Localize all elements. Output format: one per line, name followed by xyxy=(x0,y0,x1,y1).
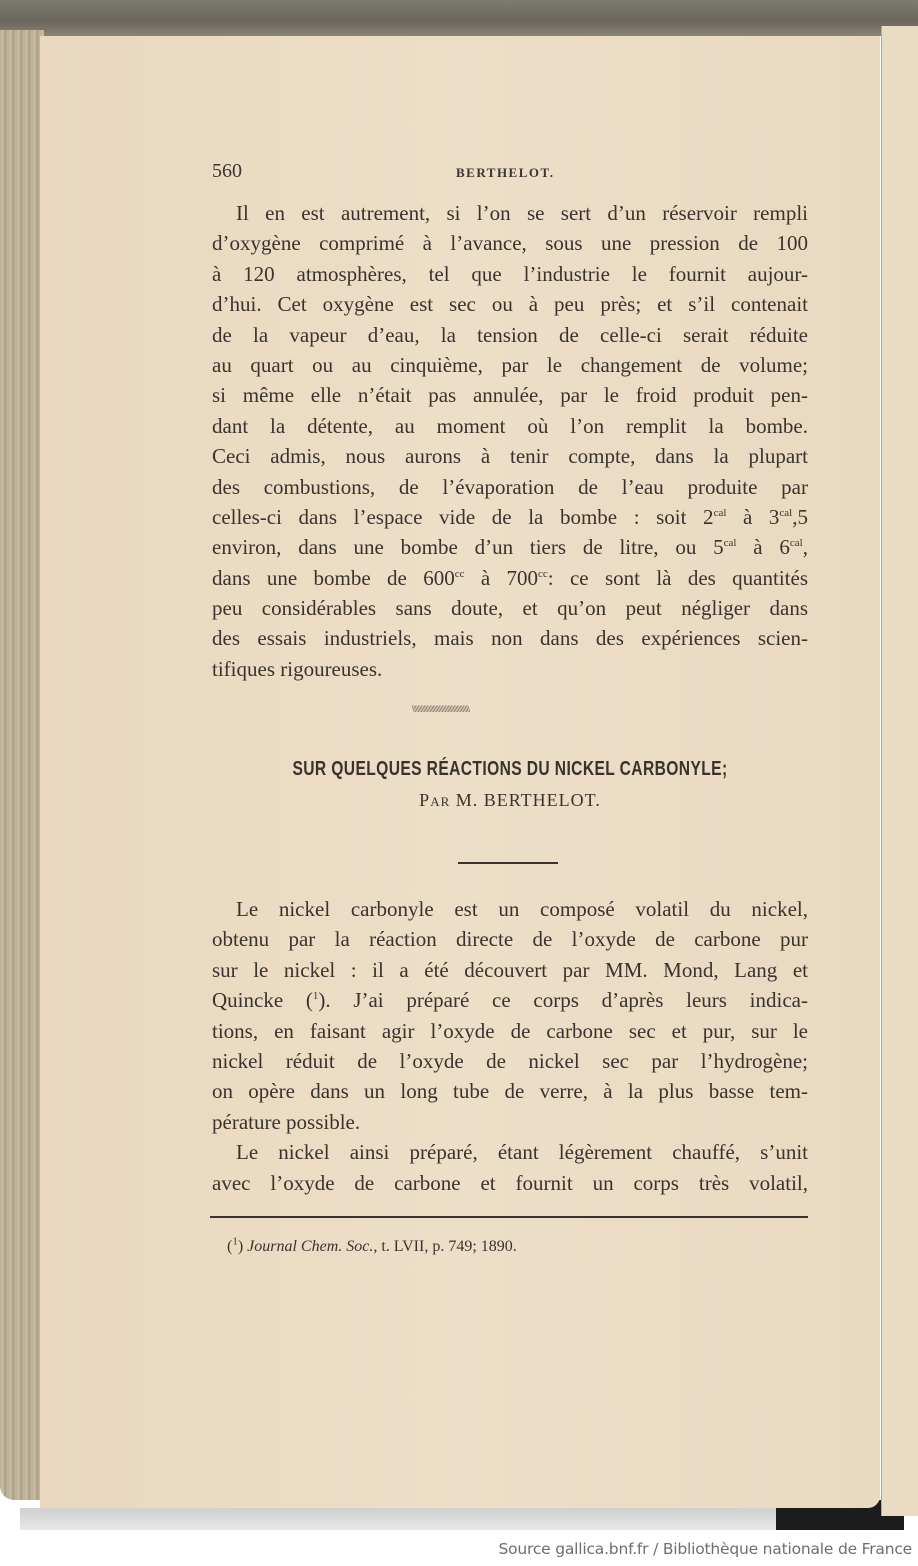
section-ornament: \\\\\\\\\\\\\\\\\\\\\\\\\\\\\\\\\\\\\\ xyxy=(412,704,470,714)
footnote-rule xyxy=(210,1216,808,1218)
superscript: cal xyxy=(723,537,737,550)
text-line xyxy=(212,985,808,1015)
text-line: si même elle n’était pas annulée, par le froid produit pen- xyxy=(212,383,808,408)
footnote-journal: Journal Chem. Soc. xyxy=(247,1238,374,1255)
book-shadow xyxy=(20,1508,880,1530)
text-line: Il en est autrement, si l’on se sert d’un réservoir rempli xyxy=(236,201,808,225)
text-segment: ). J’ai préparé ce corps d’après leurs indica- xyxy=(318,988,808,1013)
book-top-edge xyxy=(0,0,918,36)
superscript: cc xyxy=(538,567,548,580)
footnote-number: 1 xyxy=(232,1235,238,1248)
footnote-marker-open: ( xyxy=(227,1238,233,1255)
author-name: M. BERTHELOT. xyxy=(450,790,601,810)
text-line: d’hui. Cet oxygène est sec ou à peu près; et s’il contenait xyxy=(212,292,808,317)
text-line: nickel réduit de l’oxyde de nickel sec par l’hydrogène; xyxy=(212,1048,808,1073)
footnote-marker-close: ) xyxy=(237,1238,248,1255)
running-title: BERTHELOT. xyxy=(456,165,555,180)
text-line: on opère dans un long tube de verre, à la plus basse tem- xyxy=(212,1079,808,1104)
text-line: sur le nickel : il a été découvert par MM. Mond, Lang et xyxy=(212,957,808,982)
paragraph-2 xyxy=(212,894,808,1198)
text-line: Ceci admis, nous aurons à tenir compte, dans la plupart xyxy=(212,444,808,469)
paragraph-1 xyxy=(212,198,808,684)
text-segment: celles-ci dans l’espace vide de la bombe : soit 2 xyxy=(212,504,714,529)
footnote xyxy=(227,1235,517,1256)
author-prefix-initial: P xyxy=(419,790,431,810)
text-line: Le nickel carbonyle est un composé volatil du nickel, xyxy=(236,897,808,921)
running-header xyxy=(212,160,808,186)
superscript: cc xyxy=(454,567,465,580)
title-rule xyxy=(458,862,558,864)
text-line xyxy=(212,563,808,593)
text-segment: , xyxy=(802,535,808,560)
text-line: tifiques rigoureuses. xyxy=(212,656,383,681)
text-segment: dans une bombe de 600 xyxy=(212,565,455,590)
superscript: cal xyxy=(779,506,793,519)
text-line: des essais industriels, mais non dans des expériences scien- xyxy=(212,626,808,651)
text-line xyxy=(212,532,808,562)
footnote-citation: , t. LVII, p. 749; 1890. xyxy=(373,1238,517,1255)
footnote-reference: 1 xyxy=(312,990,319,1003)
page-stack-edge xyxy=(0,30,44,1500)
text-line: tions, en faisant agir l’oxyde de carbone sec et pur, sur le xyxy=(212,1018,808,1043)
article-title: SUR QUELQUES RÉACTIONS DU NICKEL CARBONYLE; xyxy=(292,758,728,780)
text-segment: ,5 xyxy=(792,504,808,529)
page-number: 560 xyxy=(212,160,242,182)
text-segment: : ce sont là des quantités xyxy=(547,565,808,590)
text-line: au quart ou au cinquième, par le changement de volume; xyxy=(212,352,808,377)
text-line xyxy=(212,502,808,532)
article-author xyxy=(212,790,808,811)
text-segment: à 6 xyxy=(736,535,790,560)
text-line: à 120 atmosphères, tel que l’industrie le fournit aujour- xyxy=(212,261,808,286)
source-credit: Source gallica.bnf.fr / Bibliothèque nationale de France xyxy=(498,1540,912,1558)
text-line: obtenu par la réaction directe de l’oxyde de carbone pur xyxy=(212,927,808,952)
superscript: cal xyxy=(713,506,727,519)
text-line: dant la détente, au moment où l’on remplit la bombe. xyxy=(212,413,808,438)
facing-page-edge xyxy=(881,26,918,1516)
text-line: pérature possible. xyxy=(212,1109,361,1134)
text-line: des combustions, de l’évaporation de l’eau produite par xyxy=(212,474,808,499)
text-line: peu considérables sans doute, et qu’on peut négliger dans xyxy=(212,596,808,621)
author-prefix-smallcaps: AR xyxy=(430,794,451,809)
text-line: d’oxygène comprimé à l’avance, sous une pression de 100 xyxy=(212,231,808,256)
text-segment: à 3 xyxy=(726,504,780,529)
text-segment: à 700 xyxy=(464,565,539,590)
superscript: cal xyxy=(789,537,803,550)
text-line: de la vapeur d’eau, la tension de celle-ci serait réduite xyxy=(212,322,808,347)
text-line: avec l’oxyde de carbone et fournit un corps très volatil, xyxy=(212,1170,808,1195)
text-segment: environ, dans une bombe d’un tiers de litre, ou 5 xyxy=(212,535,724,560)
text-segment: Quincke ( xyxy=(212,988,313,1013)
text-line: Le nickel ainsi préparé, étant légèrement chauffé, s’unit xyxy=(236,1140,808,1165)
